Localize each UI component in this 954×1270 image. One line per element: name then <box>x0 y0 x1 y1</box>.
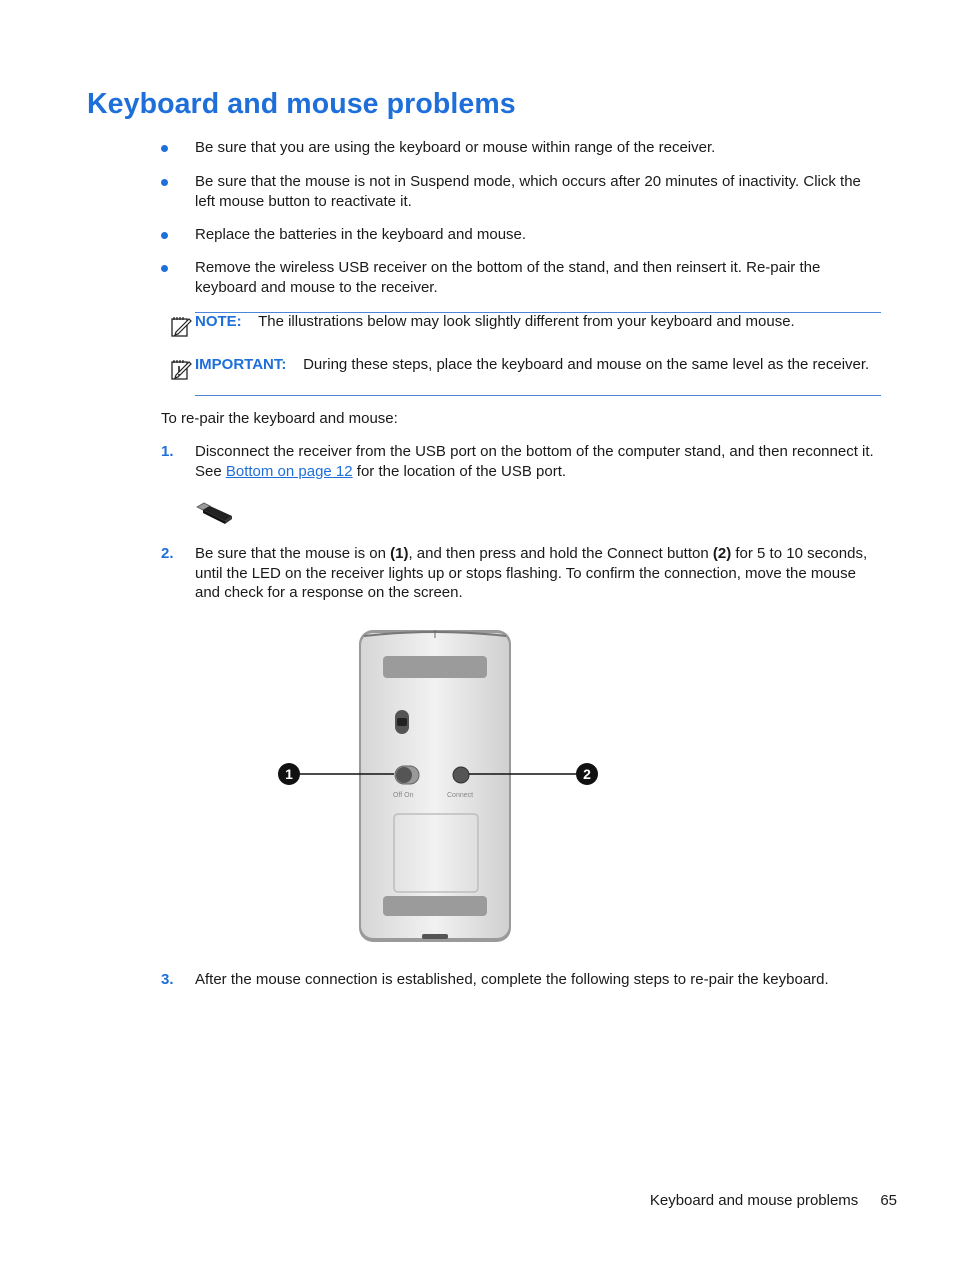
intro-text: To re-pair the keyboard and mouse: <box>161 410 398 427</box>
note-box <box>170 312 881 336</box>
page-number: 65 <box>880 1192 897 1209</box>
step-text: Disconnect the receiver from the USB port on the bottom of the computer stand, and then reconnect it. See Bottom on page 12 for the location of the USB port. <box>195 443 874 480</box>
note-label: NOTE: <box>195 313 242 330</box>
callout-2-badge <box>576 763 598 785</box>
bullet-dot <box>161 265 168 272</box>
bullet-text: Remove the wireless USB receiver on the bottom of the stand, and then reinsert it. Re-pair the keyboard and mouse to the receiver. <box>195 259 821 296</box>
step-number: 2. <box>161 545 174 562</box>
svg-text:2: 2 <box>583 766 591 782</box>
power-switch <box>395 766 419 784</box>
step-number: 3. <box>161 971 174 988</box>
connect-button <box>453 767 469 783</box>
step-text: After the mouse connection is established, complete the following steps to re-pair the keyboard. <box>195 971 829 988</box>
mouse-bottom-figure <box>270 626 610 946</box>
note-text: The illustrations below may look slightly different from your keyboard and mouse. <box>258 313 795 330</box>
important-label: IMPORTANT: <box>195 356 287 373</box>
top-rubber-pad <box>383 656 487 678</box>
callout-1-badge <box>278 763 300 785</box>
page-title: Keyboard and mouse problems <box>87 88 516 120</box>
bullet-text: Be sure that you are using the keyboard or mouse within range of the receiver. <box>195 139 716 156</box>
important-box <box>170 355 881 397</box>
important-bottom-rule <box>195 395 881 396</box>
note-icon <box>170 314 194 338</box>
page-footer <box>650 1192 897 1209</box>
step-number: 1. <box>161 443 174 460</box>
bullet-dot <box>161 145 168 152</box>
switch-label: Off On <box>393 792 414 799</box>
footer-section-title: Keyboard and mouse problems <box>649 1192 859 1209</box>
bullet-dot <box>161 179 168 186</box>
important-icon <box>170 357 194 381</box>
bullet-text: Replace the batteries in the keyboard and mouse. <box>195 226 527 243</box>
svg-text:1: 1 <box>285 766 293 782</box>
usb-receiver-image <box>194 500 234 526</box>
step-text: Be sure that the mouse is on (1), and then press and hold the Connect button (2) for 5 to 10 seconds, until the LED on the receiver lights up or stops flashing. To confirm the connection, move the mouse and check for a response on the screen. <box>195 545 868 601</box>
bullet-text: Be sure that the mouse is not in Suspend mode, which occurs after 20 minutes of inactivity. Click the left mouse button to reactivate it. <box>195 173 861 210</box>
important-text: During these steps, place the keyboard and mouse on the same level as the receiver. <box>303 356 870 373</box>
bottom-rubber-pad <box>383 896 487 916</box>
connect-label: Connect <box>447 792 474 799</box>
bullet-dot <box>161 232 168 239</box>
bottom-page-link[interactable]: Bottom on page 12 <box>225 462 353 480</box>
